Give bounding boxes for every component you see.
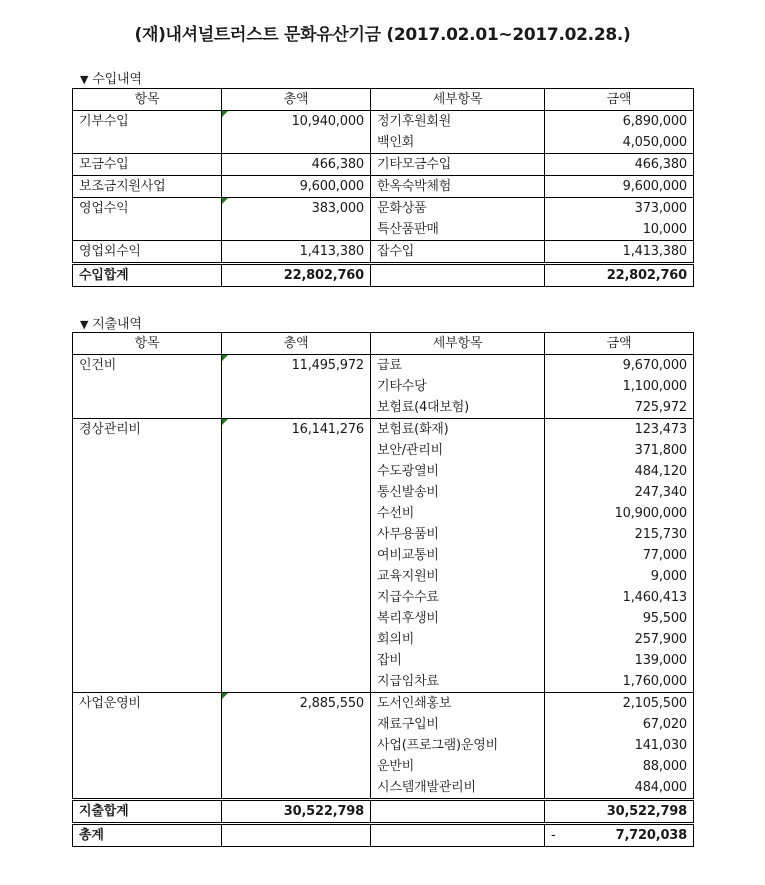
amount-cell[interactable]: 1,100,000 — [545, 376, 694, 397]
amount-cell[interactable]: 88,000 — [545, 756, 694, 777]
detail-cell[interactable]: 지급수수료 — [371, 587, 545, 608]
detail-cell[interactable]: 여비교통비 — [371, 545, 545, 566]
amount-cell[interactable]: 2,105,500 — [545, 693, 694, 715]
detail-cell[interactable]: 통신발송비 — [371, 482, 545, 503]
amount-cell[interactable]: 466,380 — [545, 154, 694, 176]
detail-cell[interactable]: 사무용품비 — [371, 524, 545, 545]
negative-sign: - — [551, 828, 556, 843]
item-cell[interactable]: 보조금지원사업 — [73, 176, 222, 198]
detail-cell[interactable]: 보험료(4대보험) — [371, 397, 545, 419]
detail-cell[interactable]: 교육지원비 — [371, 566, 545, 587]
detail-cell[interactable]: 복리후생비 — [371, 608, 545, 629]
amount-cell[interactable]: 6,890,000 — [545, 111, 694, 133]
total-cell[interactable]: 1,413,380 — [222, 241, 371, 264]
amount-cell[interactable]: 247,340 — [545, 482, 694, 503]
detail-cell[interactable]: 운반비 — [371, 756, 545, 777]
item-cell[interactable]: 인건비 — [73, 355, 222, 419]
amount-cell[interactable]: 215,730 — [545, 524, 694, 545]
grand-amount: 7,720,038 — [615, 828, 687, 843]
item-cell[interactable]: 영업외수익 — [73, 241, 222, 264]
total-cell[interactable]: 9,600,000 — [222, 176, 371, 198]
expense-section-label — [80, 313, 142, 332]
expense-body — [73, 355, 694, 847]
amount-cell[interactable]: 77,000 — [545, 545, 694, 566]
detail-cell[interactable]: 수도광열비 — [371, 461, 545, 482]
amount-cell[interactable]: 123,473 — [545, 419, 694, 441]
empty-cell[interactable] — [222, 824, 371, 847]
expense-header-row — [73, 333, 694, 355]
income-body — [73, 111, 694, 287]
total-sum-cell[interactable]: 30,522,798 — [222, 800, 371, 824]
header-item: 항목 — [73, 333, 222, 355]
amount-cell[interactable]: 9,670,000 — [545, 355, 694, 377]
total-cell[interactable]: 466,380 — [222, 154, 371, 176]
total-cell[interactable]: 383,000 — [222, 198, 371, 241]
item-cell[interactable]: 모금수입 — [73, 154, 222, 176]
table-row — [73, 111, 694, 133]
empty-cell[interactable] — [371, 264, 545, 287]
detail-cell[interactable]: 정기후원회원 — [371, 111, 545, 133]
detail-cell[interactable]: 기타모금수입 — [371, 154, 545, 176]
total-label-cell[interactable]: 수입합계 — [73, 264, 222, 287]
detail-cell[interactable]: 급료 — [371, 355, 545, 377]
item-cell[interactable]: 경상관리비 — [73, 419, 222, 693]
triangle-down-icon: ▼ — [80, 318, 89, 331]
table-row — [73, 419, 694, 441]
amount-cell[interactable]: 725,972 — [545, 397, 694, 419]
header-detail: 세부항목 — [371, 89, 545, 111]
amount-cell[interactable]: 1,760,000 — [545, 671, 694, 693]
detail-cell[interactable]: 잡수입 — [371, 241, 545, 264]
amount-cell[interactable]: 371,800 — [545, 440, 694, 461]
total-label-cell[interactable]: 지출합계 — [73, 800, 222, 824]
amount-cell[interactable]: 10,900,000 — [545, 503, 694, 524]
expense-section-title: 지출내역 — [92, 317, 142, 332]
amount-cell[interactable]: 257,900 — [545, 629, 694, 650]
total-sum-cell[interactable]: 22,802,760 — [222, 264, 371, 287]
detail-cell[interactable]: 보험료(화재) — [371, 419, 545, 441]
income-table — [72, 88, 694, 287]
grand-amount-cell[interactable] — [545, 824, 694, 847]
amount-cell[interactable]: 9,000 — [545, 566, 694, 587]
amount-cell[interactable]: 1,460,413 — [545, 587, 694, 608]
detail-cell[interactable]: 한옥숙박체험 — [371, 176, 545, 198]
amount-cell[interactable]: 373,000 — [545, 198, 694, 220]
amount-cell[interactable]: 141,030 — [545, 735, 694, 756]
detail-cell[interactable]: 잡비 — [371, 650, 545, 671]
detail-cell[interactable]: 재료구입비 — [371, 714, 545, 735]
detail-sum-cell[interactable]: 22,802,760 — [545, 264, 694, 287]
empty-cell[interactable] — [371, 824, 545, 847]
header-item: 항목 — [73, 89, 222, 111]
total-cell[interactable]: 2,885,550 — [222, 693, 371, 800]
income-header-row — [73, 89, 694, 111]
item-cell[interactable]: 기부수입 — [73, 111, 222, 154]
table-row — [73, 198, 694, 220]
triangle-down-icon: ▼ — [80, 73, 89, 86]
amount-cell[interactable]: 139,000 — [545, 650, 694, 671]
amount-cell[interactable]: 1,413,380 — [545, 241, 694, 264]
grand-total-row — [73, 824, 694, 847]
table-row — [73, 355, 694, 377]
total-cell[interactable]: 10,940,000 — [222, 111, 371, 154]
income-section-title: 수입내역 — [92, 72, 142, 87]
header-amount: 금액 — [545, 333, 694, 355]
detail-cell[interactable]: 기타수당 — [371, 376, 545, 397]
table-row — [73, 693, 694, 715]
detail-cell[interactable]: 회의비 — [371, 629, 545, 650]
item-cell[interactable]: 영업수익 — [73, 198, 222, 241]
item-cell[interactable]: 사업운영비 — [73, 693, 222, 800]
total-cell[interactable]: 11,495,972 — [222, 355, 371, 419]
detail-cell[interactable]: 특산품판매 — [371, 219, 545, 241]
detail-cell[interactable]: 도서인쇄홍보 — [371, 693, 545, 715]
header-amount: 금액 — [545, 89, 694, 111]
expense-table — [72, 332, 694, 847]
total-cell[interactable]: 16,141,276 — [222, 419, 371, 693]
detail-cell[interactable]: 보안/관리비 — [371, 440, 545, 461]
detail-cell[interactable]: 수선비 — [371, 503, 545, 524]
amount-cell[interactable]: 67,020 — [545, 714, 694, 735]
detail-cell[interactable]: 사업(프로그램)운영비 — [371, 735, 545, 756]
header-detail: 세부항목 — [371, 333, 545, 355]
table-row — [73, 154, 694, 176]
amount-cell[interactable]: 95,500 — [545, 608, 694, 629]
amount-cell[interactable]: 484,120 — [545, 461, 694, 482]
detail-cell[interactable]: 시스템개발관리비 — [371, 777, 545, 800]
detail-cell[interactable]: 문화상품 — [371, 198, 545, 220]
detail-cell[interactable]: 지급임차료 — [371, 671, 545, 693]
total-row — [73, 264, 694, 287]
table-row — [73, 176, 694, 198]
amount-cell[interactable]: 4,050,000 — [545, 132, 694, 154]
page-title: (재)내셔널트러스트 문화유산기금 (2017.02.01~2017.02.28.) — [134, 25, 631, 45]
empty-cell[interactable] — [371, 800, 545, 824]
detail-sum-cell[interactable]: 30,522,798 — [545, 800, 694, 824]
header-total: 총액 — [222, 333, 371, 355]
amount-cell[interactable]: 9,600,000 — [545, 176, 694, 198]
table-row — [73, 241, 694, 264]
amount-cell[interactable]: 10,000 — [545, 219, 694, 241]
income-section-label — [80, 68, 142, 87]
grand-label-cell[interactable]: 총계 — [73, 824, 222, 847]
amount-cell[interactable]: 484,000 — [545, 777, 694, 800]
header-total: 총액 — [222, 89, 371, 111]
total-row — [73, 800, 694, 824]
detail-cell[interactable]: 백인회 — [371, 132, 545, 154]
